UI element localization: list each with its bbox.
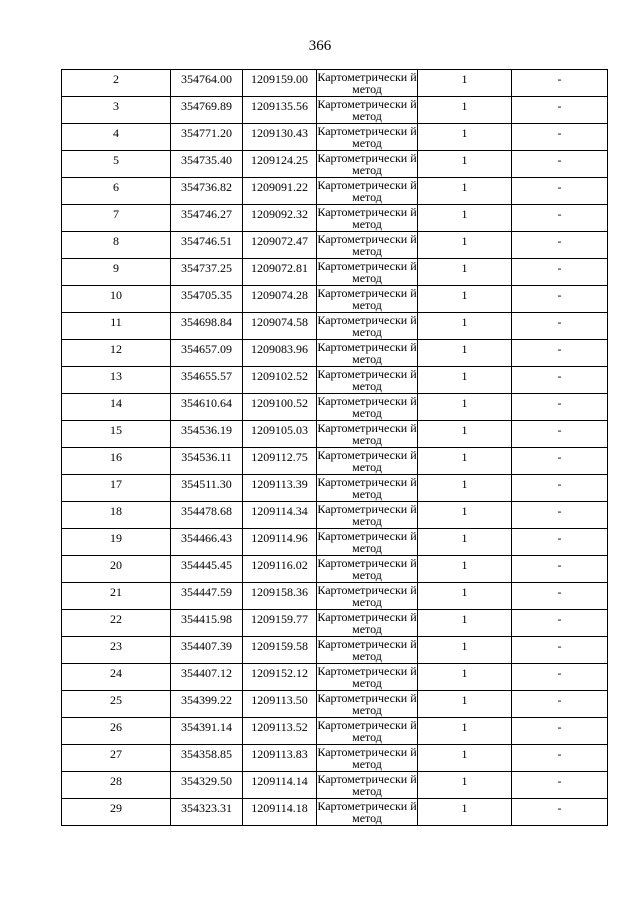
y-coordinate-cell: 1209114.18	[243, 799, 317, 826]
extra-cell: -	[512, 637, 608, 664]
table-row	[62, 502, 608, 529]
x-coordinate-cell: 354358.85	[171, 745, 243, 772]
x-coordinate-cell: 354323.31	[171, 799, 243, 826]
table-row	[62, 448, 608, 475]
table-row	[62, 70, 608, 97]
table-row	[62, 772, 608, 799]
x-coordinate-cell: 354736.82	[171, 178, 243, 205]
point-number-cell: 11	[62, 313, 171, 340]
accuracy-cell: 1	[418, 421, 512, 448]
method-cell: Картометрически й метод	[317, 367, 417, 393]
extra-cell: -	[512, 718, 608, 745]
table-row	[62, 124, 608, 151]
x-coordinate-cell: 354655.57	[171, 367, 243, 394]
method-cell: Картометрически й метод	[317, 232, 417, 258]
accuracy-cell: 1	[418, 178, 512, 205]
extra-cell: -	[512, 151, 608, 178]
table-row	[62, 475, 608, 502]
extra-cell: -	[512, 97, 608, 124]
accuracy-cell: 1	[418, 286, 512, 313]
x-coordinate-cell: 354698.84	[171, 313, 243, 340]
method-cell: Картометрически й метод	[317, 151, 417, 177]
table-row	[62, 151, 608, 178]
point-number-cell: 7	[62, 205, 171, 232]
x-coordinate-cell: 354391.14	[171, 718, 243, 745]
extra-cell: -	[512, 556, 608, 583]
y-coordinate-cell: 1209152.12	[243, 664, 317, 691]
extra-cell: -	[512, 448, 608, 475]
y-coordinate-cell: 1209114.34	[243, 502, 317, 529]
point-number-cell: 24	[62, 664, 171, 691]
table-row	[62, 637, 608, 664]
y-coordinate-cell: 1209159.77	[243, 610, 317, 637]
table-row	[62, 97, 608, 124]
point-number-cell: 21	[62, 583, 171, 610]
method-cell: Картометрически й метод	[317, 799, 417, 825]
accuracy-cell: 1	[418, 340, 512, 367]
x-coordinate-cell: 354407.39	[171, 637, 243, 664]
point-number-cell: 26	[62, 718, 171, 745]
table-row	[62, 232, 608, 259]
extra-cell: -	[512, 583, 608, 610]
page-number: 366	[308, 38, 332, 54]
y-coordinate-cell: 1209074.58	[243, 313, 317, 340]
point-number-cell: 25	[62, 691, 171, 718]
extra-cell: -	[512, 799, 608, 826]
method-cell: Картометрически й метод	[317, 448, 417, 474]
table-row	[62, 691, 608, 718]
accuracy-cell: 1	[418, 691, 512, 718]
point-number-cell: 9	[62, 259, 171, 286]
extra-cell: -	[512, 286, 608, 313]
point-number-cell: 5	[62, 151, 171, 178]
extra-cell: -	[512, 394, 608, 421]
y-coordinate-cell: 1209113.50	[243, 691, 317, 718]
point-number-cell: 22	[62, 610, 171, 637]
extra-cell: -	[512, 178, 608, 205]
table-row	[62, 367, 608, 394]
method-cell: Картометрически й метод	[317, 97, 417, 123]
table-row	[62, 394, 608, 421]
accuracy-cell: 1	[418, 502, 512, 529]
method-cell: Картометрически й метод	[317, 178, 417, 204]
extra-cell: -	[512, 259, 608, 286]
y-coordinate-cell: 1209116.02	[243, 556, 317, 583]
x-coordinate-cell: 354746.51	[171, 232, 243, 259]
x-coordinate-cell: 354415.98	[171, 610, 243, 637]
accuracy-cell: 1	[418, 556, 512, 583]
accuracy-cell: 1	[418, 394, 512, 421]
table-row	[62, 745, 608, 772]
accuracy-cell: 1	[418, 772, 512, 799]
x-coordinate-cell: 354445.45	[171, 556, 243, 583]
x-coordinate-cell: 354407.12	[171, 664, 243, 691]
extra-cell: -	[512, 421, 608, 448]
extra-cell: -	[512, 610, 608, 637]
accuracy-cell: 1	[418, 367, 512, 394]
y-coordinate-cell: 1209124.25	[243, 151, 317, 178]
x-coordinate-cell: 354447.59	[171, 583, 243, 610]
accuracy-cell: 1	[418, 718, 512, 745]
point-number-cell: 18	[62, 502, 171, 529]
table-row	[62, 178, 608, 205]
accuracy-cell: 1	[418, 799, 512, 826]
accuracy-cell: 1	[418, 475, 512, 502]
accuracy-cell: 1	[418, 151, 512, 178]
table-row	[62, 259, 608, 286]
extra-cell: -	[512, 367, 608, 394]
extra-cell: -	[512, 475, 608, 502]
method-cell: Картометрически й метод	[317, 475, 417, 501]
x-coordinate-cell: 354737.25	[171, 259, 243, 286]
accuracy-cell: 1	[418, 610, 512, 637]
point-number-cell: 20	[62, 556, 171, 583]
method-cell: Картометрически й метод	[317, 718, 417, 744]
y-coordinate-cell: 1209158.36	[243, 583, 317, 610]
method-cell: Картометрически й метод	[317, 583, 417, 609]
accuracy-cell: 1	[418, 259, 512, 286]
table-row	[62, 718, 608, 745]
accuracy-cell: 1	[418, 448, 512, 475]
coordinates-table-body	[62, 70, 608, 826]
x-coordinate-cell: 354511.30	[171, 475, 243, 502]
table-row	[62, 313, 608, 340]
accuracy-cell: 1	[418, 70, 512, 97]
accuracy-cell: 1	[418, 583, 512, 610]
extra-cell: -	[512, 745, 608, 772]
accuracy-cell: 1	[418, 97, 512, 124]
y-coordinate-cell: 1209114.96	[243, 529, 317, 556]
x-coordinate-cell: 354735.40	[171, 151, 243, 178]
extra-cell: -	[512, 529, 608, 556]
y-coordinate-cell: 1209113.83	[243, 745, 317, 772]
accuracy-cell: 1	[418, 664, 512, 691]
method-cell: Картометрически й метод	[317, 205, 417, 231]
extra-cell: -	[512, 205, 608, 232]
method-cell: Картометрически й метод	[317, 610, 417, 636]
table-row	[62, 205, 608, 232]
y-coordinate-cell: 1209135.56	[243, 97, 317, 124]
x-coordinate-cell: 354771.20	[171, 124, 243, 151]
table-row	[62, 799, 608, 826]
point-number-cell: 15	[62, 421, 171, 448]
y-coordinate-cell: 1209159.58	[243, 637, 317, 664]
method-cell: Картометрически й метод	[317, 637, 417, 663]
point-number-cell: 23	[62, 637, 171, 664]
point-number-cell: 4	[62, 124, 171, 151]
point-number-cell: 3	[62, 97, 171, 124]
method-cell: Картометрически й метод	[317, 664, 417, 690]
method-cell: Картометрически й метод	[317, 421, 417, 447]
point-number-cell: 2	[62, 70, 171, 97]
point-number-cell: 14	[62, 394, 171, 421]
extra-cell: -	[512, 664, 608, 691]
x-coordinate-cell: 354329.50	[171, 772, 243, 799]
y-coordinate-cell: 1209072.47	[243, 232, 317, 259]
point-number-cell: 13	[62, 367, 171, 394]
method-cell: Картометрически й метод	[317, 556, 417, 582]
extra-cell: -	[512, 70, 608, 97]
method-cell: Картометрически й метод	[317, 313, 417, 339]
accuracy-cell: 1	[418, 637, 512, 664]
y-coordinate-cell: 1209105.03	[243, 421, 317, 448]
table-row	[62, 610, 608, 637]
accuracy-cell: 1	[418, 232, 512, 259]
y-coordinate-cell: 1209113.52	[243, 718, 317, 745]
method-cell: Картометрически й метод	[317, 502, 417, 528]
point-number-cell: 16	[62, 448, 171, 475]
y-coordinate-cell: 1209130.43	[243, 124, 317, 151]
point-number-cell: 19	[62, 529, 171, 556]
accuracy-cell: 1	[418, 313, 512, 340]
x-coordinate-cell: 354399.22	[171, 691, 243, 718]
table-row	[62, 583, 608, 610]
method-cell: Картометрически й метод	[317, 340, 417, 366]
method-cell: Картометрически й метод	[317, 70, 417, 96]
y-coordinate-cell: 1209113.39	[243, 475, 317, 502]
y-coordinate-cell: 1209102.52	[243, 367, 317, 394]
extra-cell: -	[512, 232, 608, 259]
accuracy-cell: 1	[418, 529, 512, 556]
table-row	[62, 664, 608, 691]
extra-cell: -	[512, 502, 608, 529]
table-row	[62, 340, 608, 367]
method-cell: Картометрически й метод	[317, 286, 417, 312]
coordinates-table	[61, 69, 608, 826]
y-coordinate-cell: 1209112.75	[243, 448, 317, 475]
method-cell: Картометрически й метод	[317, 772, 417, 798]
x-coordinate-cell: 354746.27	[171, 205, 243, 232]
y-coordinate-cell: 1209091.22	[243, 178, 317, 205]
point-number-cell: 27	[62, 745, 171, 772]
x-coordinate-cell: 354705.35	[171, 286, 243, 313]
point-number-cell: 6	[62, 178, 171, 205]
x-coordinate-cell: 354764.00	[171, 70, 243, 97]
method-cell: Картометрически й метод	[317, 259, 417, 285]
point-number-cell: 12	[62, 340, 171, 367]
accuracy-cell: 1	[418, 124, 512, 151]
x-coordinate-cell: 354478.68	[171, 502, 243, 529]
x-coordinate-cell: 354610.64	[171, 394, 243, 421]
extra-cell: -	[512, 772, 608, 799]
y-coordinate-cell: 1209074.28	[243, 286, 317, 313]
table-row	[62, 286, 608, 313]
y-coordinate-cell: 1209083.96	[243, 340, 317, 367]
point-number-cell: 8	[62, 232, 171, 259]
method-cell: Картометрически й метод	[317, 745, 417, 771]
method-cell: Картометрически й метод	[317, 529, 417, 555]
y-coordinate-cell: 1209159.00	[243, 70, 317, 97]
table-row	[62, 421, 608, 448]
accuracy-cell: 1	[418, 205, 512, 232]
x-coordinate-cell: 354536.11	[171, 448, 243, 475]
point-number-cell: 17	[62, 475, 171, 502]
method-cell: Картометрически й метод	[317, 394, 417, 420]
method-cell: Картометрически й метод	[317, 691, 417, 717]
y-coordinate-cell: 1209100.52	[243, 394, 317, 421]
table-row	[62, 556, 608, 583]
table-row	[62, 529, 608, 556]
x-coordinate-cell: 354536.19	[171, 421, 243, 448]
extra-cell: -	[512, 124, 608, 151]
x-coordinate-cell: 354657.09	[171, 340, 243, 367]
y-coordinate-cell: 1209092.32	[243, 205, 317, 232]
accuracy-cell: 1	[418, 745, 512, 772]
y-coordinate-cell: 1209072.81	[243, 259, 317, 286]
point-number-cell: 28	[62, 772, 171, 799]
method-cell: Картометрически й метод	[317, 124, 417, 150]
point-number-cell: 29	[62, 799, 171, 826]
point-number-cell: 10	[62, 286, 171, 313]
extra-cell: -	[512, 340, 608, 367]
extra-cell: -	[512, 691, 608, 718]
x-coordinate-cell: 354769.89	[171, 97, 243, 124]
extra-cell: -	[512, 313, 608, 340]
x-coordinate-cell: 354466.43	[171, 529, 243, 556]
y-coordinate-cell: 1209114.14	[243, 772, 317, 799]
